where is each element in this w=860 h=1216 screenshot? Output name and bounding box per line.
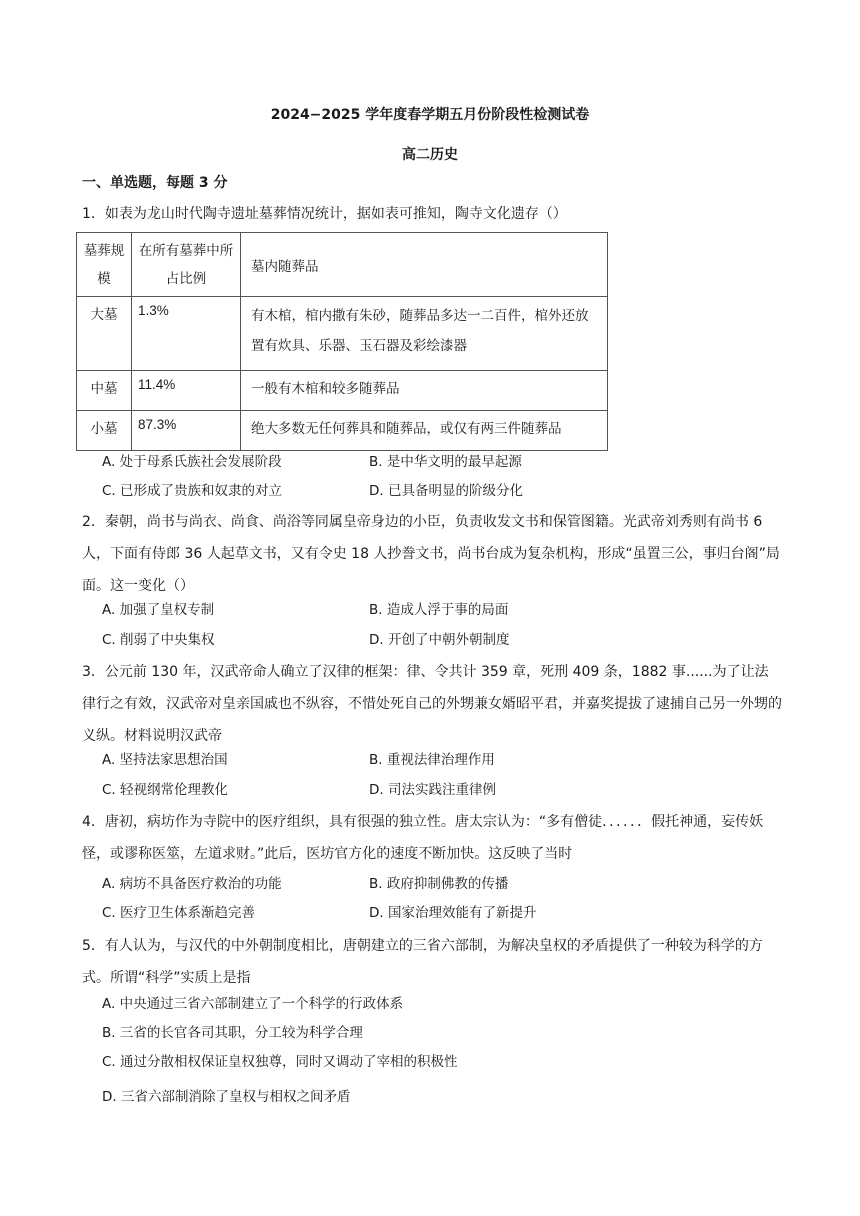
option-b[interactable]: B. 是中华文明的最早起源 (369, 454, 522, 470)
option-c[interactable]: C. 医疗卫生体系渐趋完善 (102, 905, 256, 921)
table-cell: 大墓 (77, 297, 132, 371)
option-a[interactable]: A. 处于母系氏族社会发展阶段 (102, 454, 282, 470)
question-1 (82, 198, 782, 230)
option-d[interactable]: D. 司法实践注重律例 (369, 782, 496, 798)
option-c[interactable]: C. 已形成了贵族和奴隶的对立 (102, 483, 283, 499)
table-header-cell: 墓内随葬品 (241, 233, 608, 297)
table-cell: 中墓 (77, 371, 132, 411)
question-stem: 秦朝，尚书与尚衣、尚食、尚浴等同属皇帝身边的小臣，负责收发文书和保管图籍。光武帝刘秀则有尚书 6 人，下面有侍郎 36 人起草文书，又有令史 18 人抄誊文书，尚书台成为复杂机构，形成“虽置三公，事归台阁”局面。这一变化（） (82, 514, 780, 594)
question-number: 4． (82, 814, 105, 830)
option-a[interactable]: A. 病坊不具备医疗救治的功能 (102, 876, 282, 892)
table-header-row (77, 233, 608, 297)
table-row (77, 371, 608, 411)
option-c[interactable]: C. 通过分散相权保证皇权独尊，同时又调动了宰相的积极性 (102, 1054, 458, 1070)
table-cell: 有木棺，棺内撒有朱砂，随葬品多达一二百件，棺外还放置有炊具、乐器、玉石器及彩绘漆器 (241, 297, 608, 371)
option-b[interactable]: B. 政府抑制佛教的传播 (369, 876, 509, 892)
tomb-statistics-table (76, 232, 608, 451)
question-stem: 如表为龙山时代陶寺遗址墓葬情况统计，据如表可推知，陶寺文化遗存（） (104, 206, 567, 222)
option-a[interactable]: A. 坚持法家思想治国 (102, 752, 228, 768)
question-number: 2． (82, 514, 105, 530)
option-d[interactable]: D. 已具备明显的阶级分化 (369, 483, 523, 499)
table-cell: 1.3% (132, 297, 241, 371)
table-row (77, 411, 608, 451)
question-3 (82, 656, 782, 752)
option-c[interactable]: C. 轻视纲常伦理教化 (102, 782, 229, 798)
option-b[interactable]: B. 重视法律治理作用 (369, 752, 495, 768)
question-stem: 公元前 130 年，汉武帝命人确立了汉律的框架：律、令共计 359 章，死刑 409 条，1882 事......为了让法律行之有效，汉武帝对皇亲国戚也不纵容，不惜处死自己的外甥兼女婿昭平君，并嘉奖提拔了逮捕自己另一外甥的义纵。材料说明汉武帝 (82, 664, 782, 744)
exam-subject: 高二历史 (402, 147, 458, 163)
question-number: 5． (82, 938, 105, 954)
option-d[interactable]: D. 三省六部制消除了皇权与相权之间矛盾 (102, 1089, 351, 1105)
option-b[interactable]: B. 造成人浮于事的局面 (369, 602, 509, 618)
table-cell: 小墓 (77, 411, 132, 451)
question-number: 3． (82, 664, 105, 680)
table-cell: 绝大多数无任何葬具和随葬品，或仅有两三件随葬品 (241, 411, 608, 451)
option-a[interactable]: A. 中央通过三省六部制建立了一个科学的行政体系 (102, 996, 404, 1012)
table-row (77, 297, 608, 371)
section-heading: 一、单选题，每题 3 分 (82, 175, 228, 191)
table-cell: 一般有木棺和较多随葬品 (241, 371, 608, 411)
table-cell: 11.4% (132, 371, 241, 411)
option-b[interactable]: B. 三省的长官各司其职，分工较为科学合理 (102, 1025, 363, 1041)
question-stem: 唐初，病坊作为寺院中的医疗组织，具有很强的独立性。唐太宗认为：“多有僧徒．．．．．．假托神通，妄传妖怪，或谬称医筮，左道求财。”此后，医坊官方化的速度不断加快。这反映了当时 (82, 814, 764, 862)
table-header-cell: 在所有墓葬中所占比例 (132, 233, 241, 297)
question-2 (82, 506, 782, 602)
table-cell: 87.3% (132, 411, 241, 451)
option-d[interactable]: D. 开创了中朝外朝制度 (369, 632, 510, 648)
option-c[interactable]: C. 削弱了中央集权 (102, 632, 215, 648)
option-a[interactable]: A. 加强了皇权专制 (102, 602, 215, 618)
question-stem: 有人认为，与汉代的中外朝制度相比，唐朝建立的三省六部制，为解决皇权的矛盾提供了一种较为科学的方式。所谓“科学”实质上是指 (82, 938, 763, 986)
question-4 (82, 806, 782, 870)
table-header-cell: 墓葬规模 (77, 233, 132, 297)
question-number: 1． (82, 206, 105, 222)
option-d[interactable]: D. 国家治理效能有了新提升 (369, 905, 537, 921)
question-5 (82, 930, 782, 994)
exam-title: 2024−2025 学年度春学期五月份阶段性检测试卷 (270, 107, 590, 123)
